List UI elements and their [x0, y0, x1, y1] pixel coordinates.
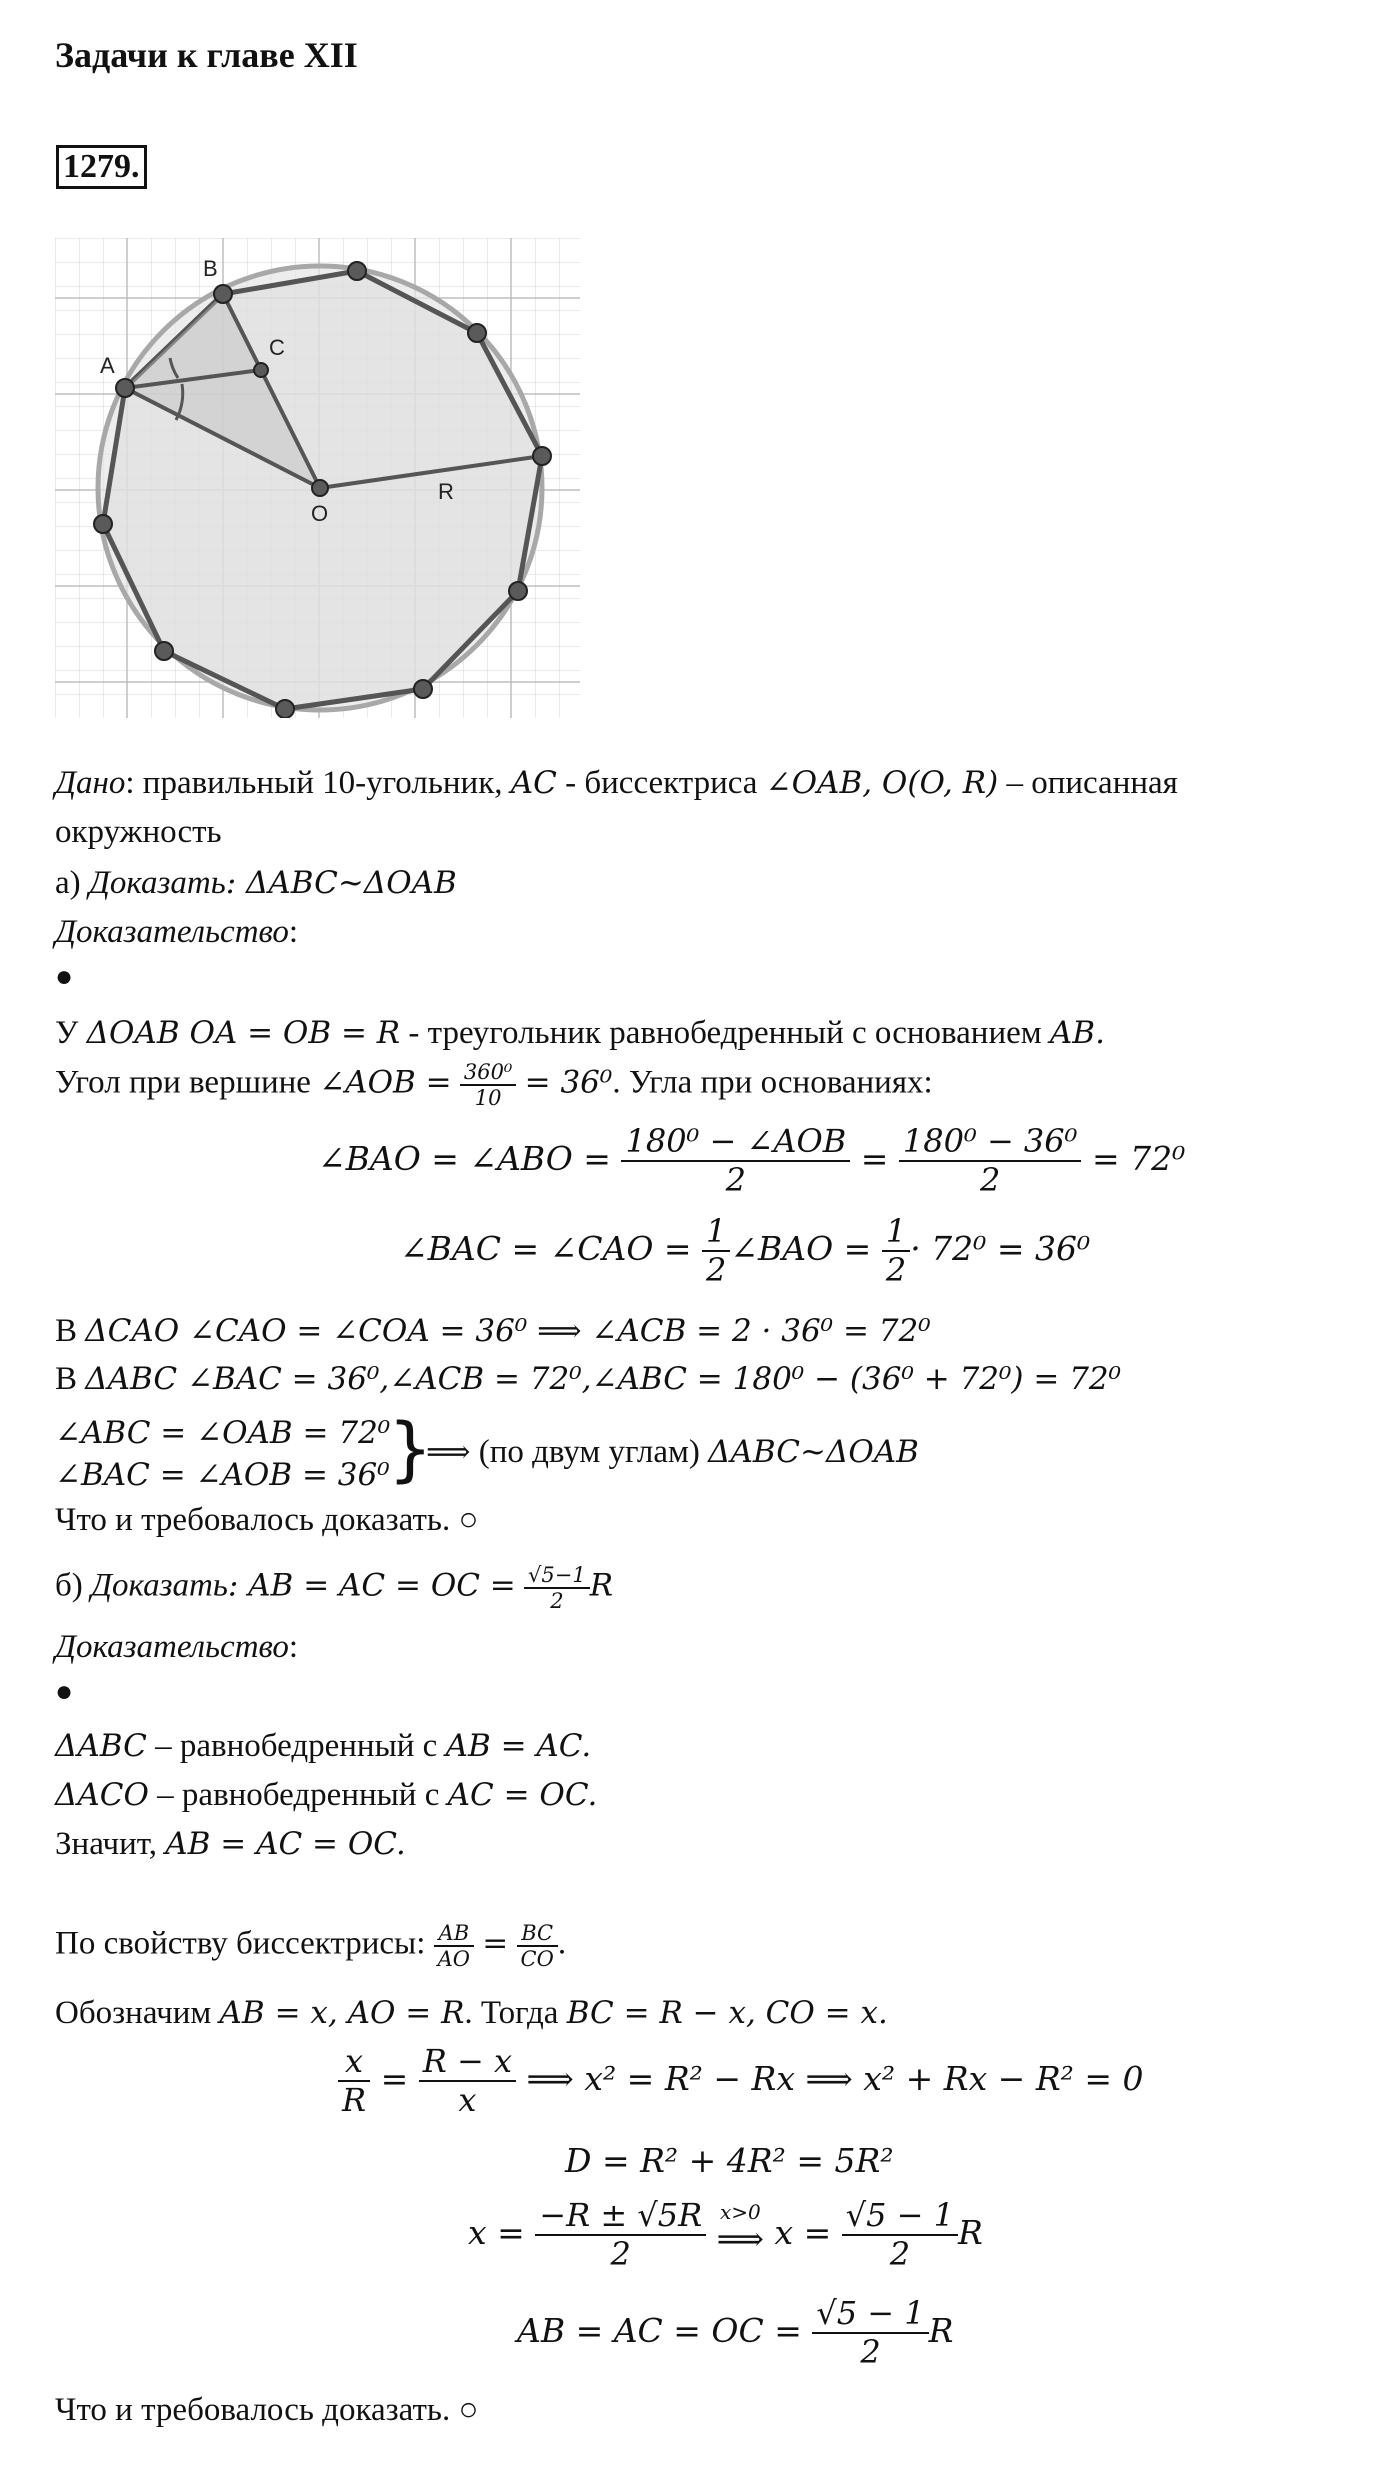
- part-a-prove: [55, 863, 457, 903]
- arrow: ⟹: [716, 2218, 764, 2258]
- eq-5: [468, 2197, 983, 2273]
- prove-label: Доказать: [91, 1567, 228, 1604]
- den: R: [342, 2080, 367, 2119]
- math: AC = OC.: [447, 1777, 598, 1813]
- den: AO: [437, 1947, 471, 1972]
- math: ∠AOB =: [319, 1064, 452, 1101]
- math: · 72⁰ = 36⁰: [910, 1228, 1091, 1268]
- num: 1: [702, 1213, 730, 1252]
- math: R: [589, 1567, 614, 1604]
- den: CO: [520, 1947, 554, 1972]
- math: AB = AC.: [445, 1728, 592, 1764]
- fraction: [338, 2043, 370, 2119]
- num: 180⁰ − 36⁰: [899, 1123, 1082, 1162]
- fraction: [842, 2197, 958, 2273]
- part-a-prefix: а): [55, 865, 89, 901]
- den: 2: [885, 1250, 907, 1289]
- text: - треугольник равнобедренный с основанием: [400, 1015, 1050, 1051]
- num: BC: [517, 1921, 558, 1947]
- text: .: [557, 1925, 567, 1962]
- given-text-3: – описанная: [998, 765, 1178, 801]
- num: √5 − 1: [812, 2295, 928, 2334]
- label-o: O: [311, 501, 329, 526]
- part-a-line-3: [55, 1311, 931, 1351]
- given-line-1: [55, 763, 1178, 803]
- den: 10: [474, 1086, 502, 1111]
- math: =: [380, 2058, 409, 2098]
- math: AB.: [1049, 1015, 1105, 1051]
- colon: :: [288, 914, 299, 950]
- part-b-prefix: б): [55, 1567, 92, 1604]
- text: В: [55, 1361, 86, 1397]
- math: = 36⁰: [524, 1064, 613, 1101]
- math: R: [958, 2212, 983, 2252]
- math: ∠BAO = ∠ABO =: [318, 1138, 611, 1178]
- fraction: [524, 1563, 590, 1613]
- num: AB: [434, 1921, 474, 1947]
- given-ac: AC: [510, 765, 557, 801]
- math: : AB = AC = OC =: [227, 1567, 516, 1604]
- fraction: [621, 1123, 850, 1199]
- text: В: [55, 1313, 86, 1349]
- den: 2: [706, 1250, 727, 1289]
- math: ΔCAO ∠CAO = ∠COA = 36⁰ ⟹ ∠ACB = 2 · 36⁰ = 72⁰: [85, 1313, 931, 1349]
- math: x =: [774, 2212, 832, 2252]
- math: ΔOAB OA = OB = R: [86, 1015, 401, 1051]
- den: 2: [979, 1160, 1001, 1199]
- fraction: [812, 2295, 928, 2371]
- text: – равнобедренный с: [148, 1777, 448, 1813]
- num: −R ± √5R: [535, 2197, 706, 2236]
- part-b-line-3: [55, 1824, 406, 1864]
- text: Значит,: [55, 1826, 166, 1862]
- math: ΔABC ∠BAC = 36⁰,∠ACB = 72⁰,∠ABC = 180⁰ − (36⁰ + 72⁰) = 72⁰: [85, 1361, 1122, 1397]
- part-a-proof-label: [55, 912, 298, 952]
- system-conclusion: [426, 1432, 919, 1472]
- label-a: A: [100, 353, 115, 378]
- text: (по двум углам): [470, 1434, 709, 1470]
- page-title: Задачи к главе XII: [55, 35, 358, 75]
- math: BC = R − x, CO = x.: [566, 1995, 888, 2031]
- text: Угол при вершине: [55, 1064, 320, 1101]
- math: ⟹ x² = R² − Rx ⟹ x² + Rx − R² = 0: [526, 2058, 1144, 2098]
- den: 2: [889, 2234, 911, 2273]
- fraction: [882, 1213, 910, 1289]
- prove-label: Доказать: [88, 865, 226, 901]
- prove-expr: : ΔABC~ΔOAB: [225, 865, 457, 901]
- num: √5 − 1: [842, 2197, 958, 2236]
- fraction: [419, 2043, 516, 2119]
- den: 2: [550, 1589, 564, 1614]
- given-text-2: - биссектриса: [556, 765, 766, 801]
- proof-label: Доказательство: [55, 1629, 289, 1665]
- math: ΔACO: [55, 1777, 149, 1813]
- label-c: C: [269, 335, 285, 360]
- part-a-line-2: [55, 1060, 933, 1110]
- math: x =: [468, 2212, 525, 2252]
- condition: x>0: [719, 2199, 761, 2224]
- bullet-b: ●: [55, 1675, 74, 1708]
- part-a-line-1: [55, 1013, 1105, 1053]
- eq-2: [400, 1213, 1090, 1289]
- math: = 72⁰: [1091, 1138, 1186, 1178]
- system-line-1: ∠ABC = ∠OAB = 72⁰: [55, 1415, 391, 1451]
- den: 2: [860, 2332, 881, 2371]
- qed-a: Что и требовалось доказать. ○: [55, 1502, 479, 1538]
- text: У: [55, 1015, 87, 1051]
- eq-6: [517, 2295, 954, 2371]
- num: 1: [882, 1213, 910, 1252]
- num: R − x: [419, 2043, 516, 2082]
- part-a-line-4: [55, 1359, 1121, 1399]
- text: Обозначим: [55, 1995, 220, 2031]
- bullet-a: ●: [55, 960, 74, 993]
- eq-3: [338, 2043, 1144, 2119]
- implication: [716, 2199, 764, 2258]
- text: По свойству биссектрисы:: [55, 1925, 434, 1962]
- proof-label: Доказательство: [55, 914, 289, 950]
- den: x: [458, 2080, 477, 2119]
- fraction: [702, 1213, 730, 1289]
- math: AB = AC = OC =: [517, 2310, 802, 2350]
- part-b-line-5: [55, 1993, 888, 2033]
- math: AB = AC = OC.: [165, 1826, 406, 1862]
- qed-b: Что и требовалось доказать. ○: [55, 2392, 479, 2428]
- arrow: ⟹: [426, 1434, 471, 1470]
- num: √5−1: [524, 1563, 590, 1589]
- math: ∠BAC = ∠CAO =: [400, 1228, 692, 1268]
- given-line-2: окружность: [55, 814, 222, 850]
- num: x: [338, 2043, 370, 2082]
- problem-number: 1279.: [56, 145, 147, 189]
- num: 180⁰ − ∠AOB: [621, 1123, 850, 1162]
- label-b: B: [203, 256, 218, 281]
- decagon-figure: [55, 238, 580, 718]
- system-brace: }: [388, 1408, 433, 1490]
- text: – равнобедренный с: [146, 1728, 446, 1764]
- part-b-line-4: [55, 1921, 566, 1971]
- math: ∠BAO =: [730, 1228, 872, 1268]
- fraction: [535, 2197, 706, 2273]
- math: =: [482, 1925, 509, 1962]
- given-label: Дано: [55, 765, 126, 801]
- math: =: [860, 1138, 889, 1178]
- den: 2: [610, 2234, 631, 2273]
- part-b-prove: [55, 1563, 613, 1613]
- part-b-line-2: [55, 1775, 597, 1815]
- fraction: [899, 1123, 1082, 1199]
- eq-4: D = R² + 4R² = 5R²: [565, 2141, 894, 2180]
- part-b-proof-label: [55, 1627, 298, 1667]
- num: 360⁰: [460, 1060, 517, 1086]
- given-text: : правильный 10-угольник,: [125, 765, 511, 801]
- math: R: [928, 2310, 954, 2350]
- colon: :: [288, 1629, 299, 1665]
- fraction-360-10: [460, 1060, 517, 1110]
- label-r: R: [438, 479, 454, 504]
- math: ΔABC: [55, 1728, 147, 1764]
- text: . Тогда: [464, 1995, 567, 2031]
- fraction: [434, 1921, 474, 1971]
- math: ΔABC~ΔOAB: [708, 1434, 919, 1470]
- part-b-line-1: [55, 1726, 591, 1766]
- den: 2: [725, 1160, 747, 1199]
- fraction: [517, 1921, 558, 1971]
- eq-1: [318, 1123, 1185, 1199]
- math: AB = x, AO = R: [219, 1995, 465, 2031]
- text: . Угла при основаниях:: [612, 1064, 933, 1101]
- given-angle: ∠OAB, O(O, R): [765, 765, 999, 801]
- system-line-2: ∠BAC = ∠AOB = 36⁰: [55, 1457, 390, 1493]
